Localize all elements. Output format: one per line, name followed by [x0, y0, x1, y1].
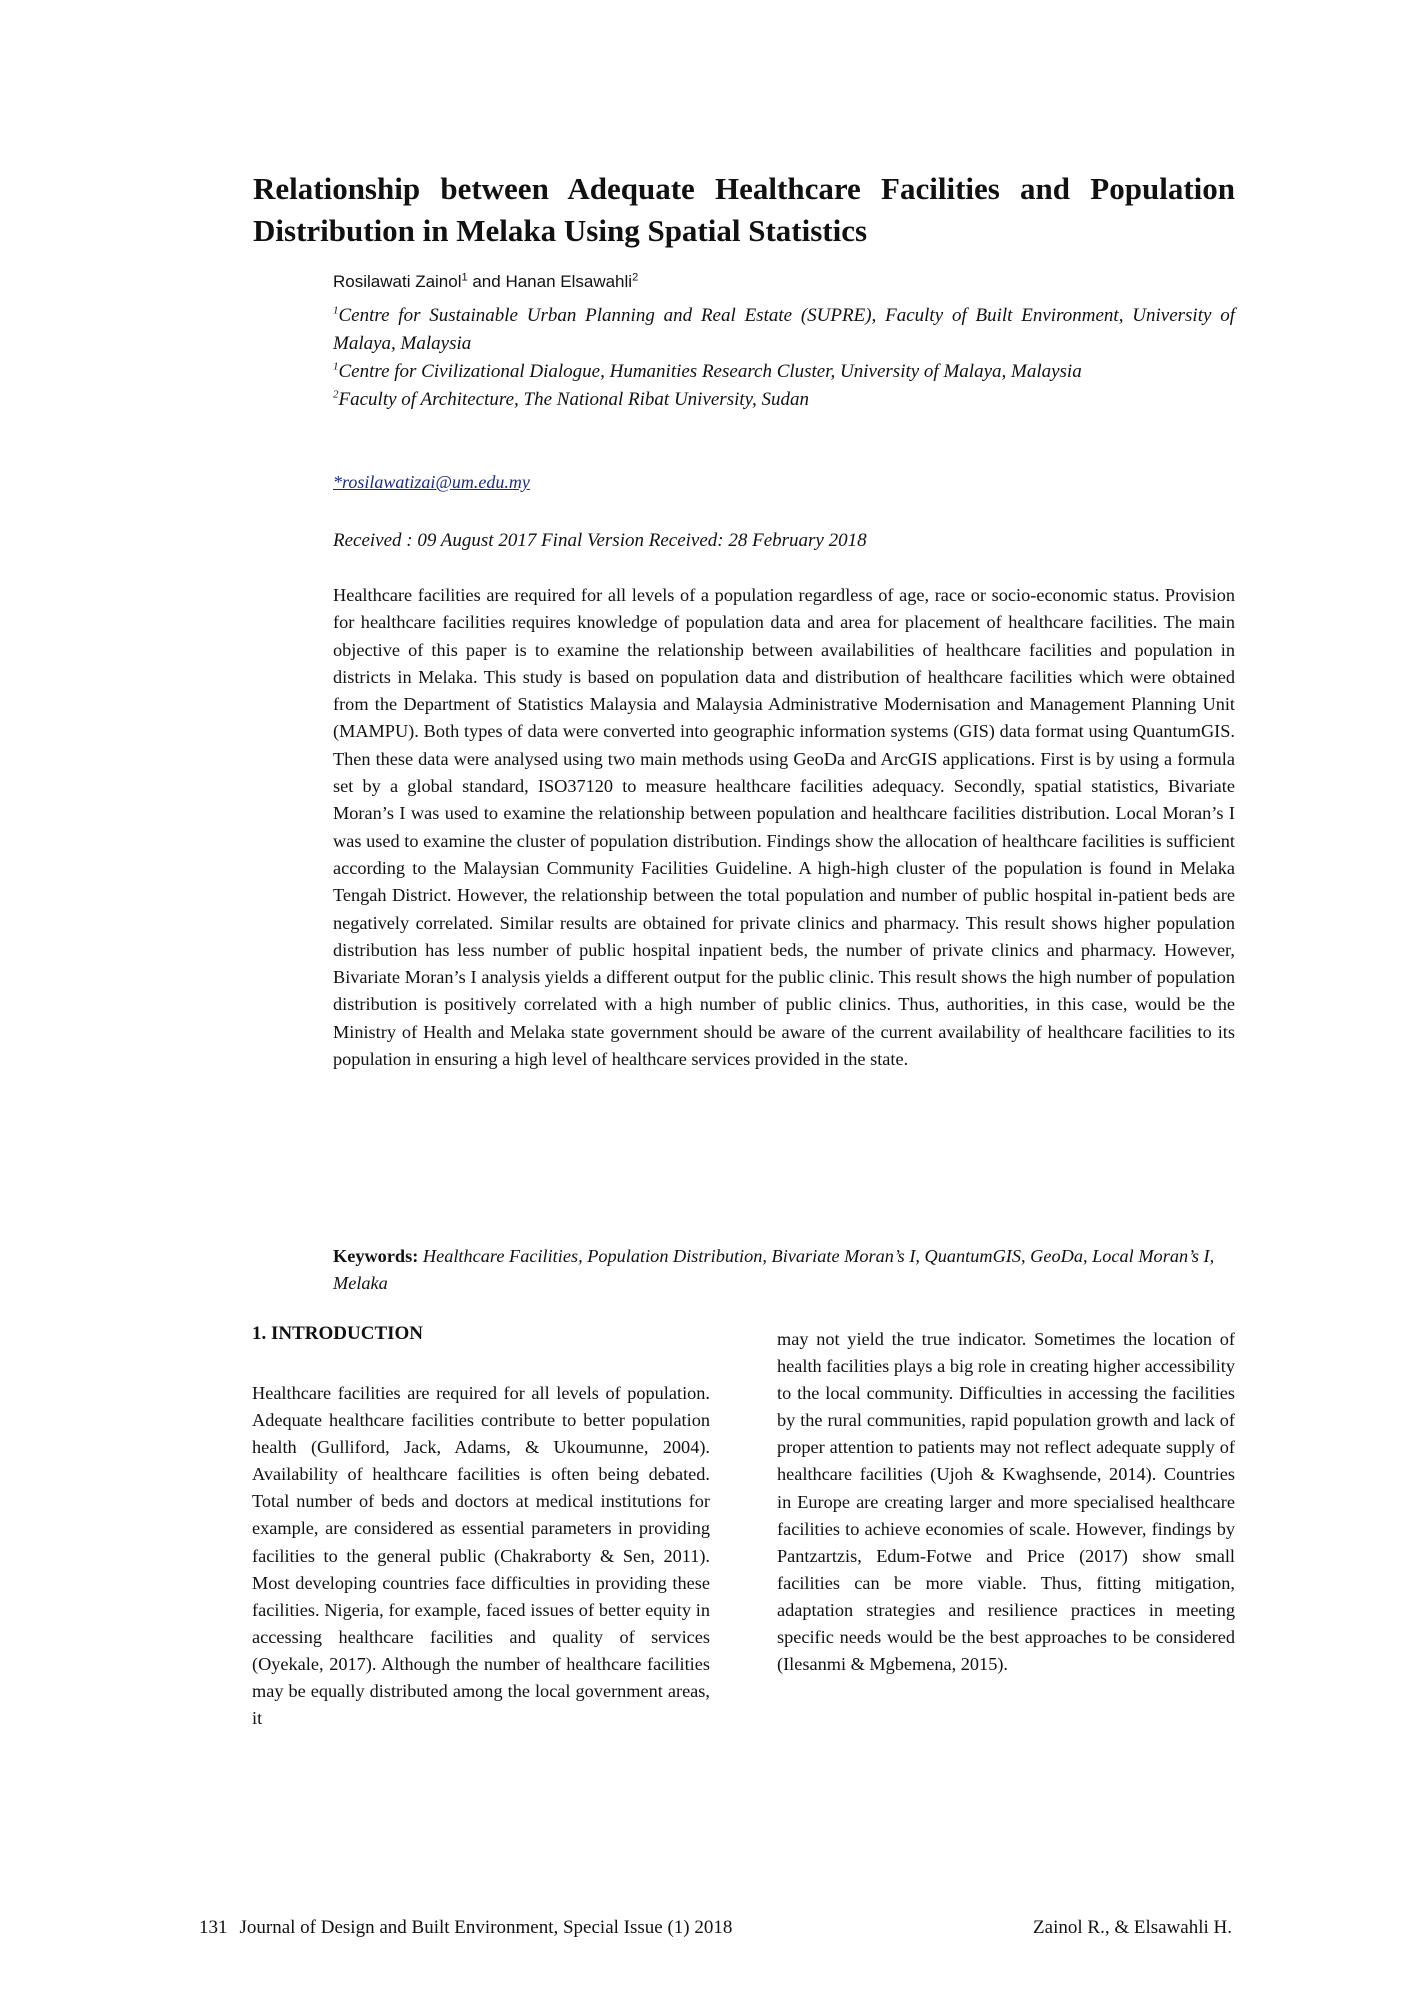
author-1-name: Rosilawati Zainol	[333, 272, 462, 291]
abstract-text: Healthcare facilities are required for all levels of a population regardless of age, race or socio-economic status. Provision for healthcare facilities requires knowledge of population data and area for placement of healthcare facilities. The main objective of this paper is to examine the relationship between availabilities of healthcare facilities and population in districts in Melaka. This study is based on population data and distribution of healthcare facilities which were obtained from the Department of Statistics Malaysia and Malaysia Administrative Modernisation and Management Planning Unit (MAMPU). Both types of data were converted into geographic information systems (GIS) data format using QuantumGIS. Then these data were analysed using two main methods using GeoDa and ArcGIS applications. First is by using a formula set by a global standard, ISO37120 to measure healthcare facilities adequacy. Secondly, spatial statistics, Bivariate Moran’s I was used to examine the relationship between population and healthcare facilities distribution. Local Moran’s I was used to examine the cluster of population distribution. Findings show the allocation of healthcare facilities is sufficient according to the Malaysian Community Facilities Guideline. A high-high cluster of the population is found in Melaka Tengah District. However, the relationship between the total population and number of public hospital in-patient beds are negatively correlated. Similar results are obtained for private clinics and pharmacy. This result shows higher population distribution has less number of public hospital inpatient beds, the number of private clinics and pharmacy. However, Bivariate Moran’s I analysis yields a different output for the public clinic. This result shows the high number of population distribution is positively correlated with a high number of public clinics. Thus, authorities, in this case, would be the Ministry of Health and Melaka state government should be aware of the current availability of healthcare facilities to its population in ensuring a high level of healthcare services provided in the state.	[333, 585, 1235, 1070]
keywords-label: Keywords:	[333, 1246, 419, 1266]
author-line	[333, 270, 1233, 294]
affiliation-2-mark: 1	[333, 360, 339, 373]
author-2-mark: 2	[632, 271, 639, 284]
affiliation-list	[333, 302, 1235, 414]
email-link[interactable]: *rosilawatizai@um.edu.my	[333, 472, 530, 492]
journal-name: Journal of Design and Built Environment, Special Issue (1) 2018	[239, 1917, 733, 1938]
affiliation-1-text: Centre for Sustainable Urban Planning and Real Estate (SUPRE), Faculty of Built Environment, University of Malaya, Malaysia	[333, 305, 1235, 354]
received-dates: Received : 09 August 2017 Final Version Received: 28 February 2018	[333, 530, 867, 551]
affiliation-1-mark: 1	[333, 304, 339, 317]
affiliation-3-text: Faculty of Architecture, The National Ribat University, Sudan	[338, 389, 810, 410]
paper-title: Relationship between Adequate Healthcare Facilities and Population Distribution in Melaka Using Spatial Statistics	[253, 171, 1235, 248]
affiliation-3-mark: 2	[333, 388, 339, 401]
keywords-line	[333, 1243, 1235, 1297]
affiliation-3	[333, 386, 1235, 414]
section-heading-introduction: 1. INTRODUCTION	[252, 1323, 424, 1344]
running-authors: Zainol R., & Elsawahli H.	[1033, 1917, 1232, 1938]
affiliation-2	[333, 358, 1235, 386]
intro-left-column: Healthcare facilities are required for all levels of population. Adequate healthcare facilities contribute to better population health (Gulliford, Jack, Adams, & Ukoumunne, 2004). Availability of healthcare facilities is often being debated. Total number of beds and doctors at medical institutions for example, are considered as essential parameters in providing facilities to the general public (Chakraborty & Sen, 2011). Most developing countries face difficulties in providing these facilities. Nigeria, for example, faced issues of better equity in accessing healthcare facilities and quality of services (Oyekale, 2017). Although the number of healthcare facilities may be equally distributed among the local government areas, it	[252, 1383, 710, 1729]
author-joiner: and	[467, 272, 506, 291]
author-1-mark: 1	[461, 271, 468, 284]
affiliation-2-text: Centre for Civilizational Dialogue, Humanities Research Cluster, University of Malaya, Malaysia	[338, 361, 1082, 382]
page-number: 131	[199, 1917, 228, 1938]
footer-left	[199, 1917, 744, 1939]
intro-right-column: may not yield the true indicator. Sometimes the location of health facilities plays a big role in creating higher accessibility to the local community. Difficulties in accessing the facilities by the rural communities, rapid population growth and lack of proper attention to patients may not reflect adequate supply of healthcare facilities (Ujoh & Kwaghsende, 2014). Countries in Europe are creating larger and more specialised healthcare facilities to achieve economies of scale. However, findings by Pantzartzis, Edum-Fotwe and Price (2017) show small facilities can be more viable. Thus, fitting mitigation, adaptation strategies and resilience practices in meeting specific needs would be the best approaches to be considered (Ilesanmi & Mgbemena, 2015).	[777, 1329, 1235, 1675]
affiliation-1	[333, 302, 1235, 358]
author-2-name: Hanan Elsawahli	[505, 272, 633, 291]
keywords-text: Healthcare Facilities, Population Distribution, Bivariate Moran’s I, QuantumGIS, GeoDa, Local Moran’s I, Melaka	[333, 1246, 1215, 1293]
